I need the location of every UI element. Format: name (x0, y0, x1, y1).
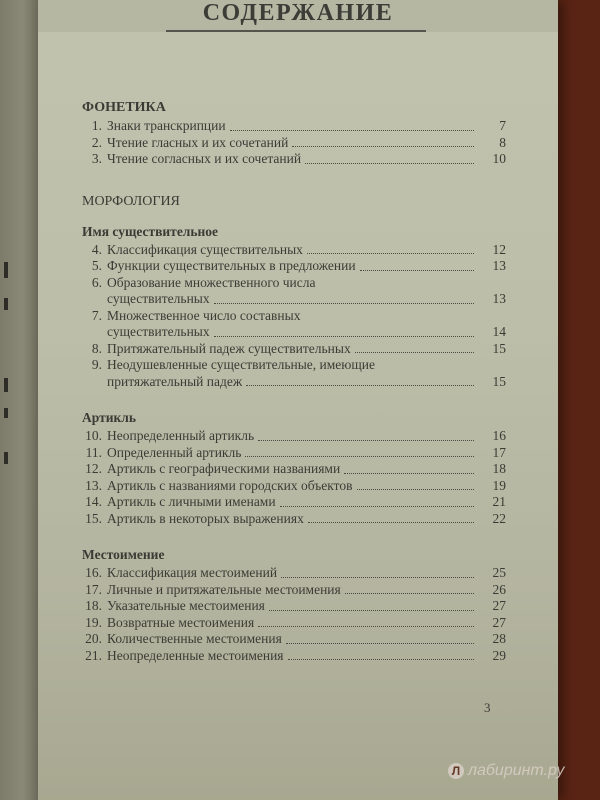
watermark (448, 762, 564, 780)
dot-leader (305, 163, 474, 164)
entry-number: 20. (85, 631, 102, 646)
entry-title: Неопределенный артикль (107, 428, 255, 443)
entry-number: 18. (85, 598, 102, 613)
toc-entry (82, 565, 506, 582)
entry-page: 22 (492, 510, 506, 526)
dot-leader (288, 659, 474, 660)
dot-leader (345, 593, 474, 594)
entry-page: 27 (492, 598, 506, 613)
entry-page: 28 (492, 631, 506, 646)
entry-number: 17. (85, 581, 102, 597)
entry-title: Указательные местоимения (107, 598, 265, 613)
entry-page: 27 (492, 614, 506, 630)
toc-entry (82, 494, 506, 511)
entry-number: 2. (91, 134, 102, 150)
toc-entry-line1 (82, 308, 506, 325)
facing-page-text-fragment (4, 298, 8, 310)
entry-page: 14 (492, 324, 506, 339)
dot-leader (245, 456, 474, 457)
table-of-contents (82, 98, 506, 664)
entry-number: 7. (91, 307, 102, 323)
entry-page: 17 (492, 444, 506, 460)
entry-title: Притяжательный падеж существительных (107, 340, 351, 356)
dot-leader (258, 440, 474, 441)
toc-entry (82, 615, 506, 632)
entry-title: Чтение согласных и их сочетаний (107, 151, 302, 166)
entry-number: 3. (91, 151, 102, 166)
entry-number: 12. (85, 461, 102, 476)
entry-title: Классификация существительных (107, 241, 303, 257)
subsection-title-pronoun: Местоимение (82, 547, 165, 562)
entry-title-line2: притяжательный падеж (107, 373, 243, 389)
entry-page: 19 (492, 477, 506, 493)
entry-number: 6. (91, 274, 102, 290)
dot-leader (230, 130, 474, 131)
toc-entry (82, 428, 506, 445)
watermark-text: лабиринт.ру (468, 762, 565, 779)
entry-page: 16 (492, 428, 506, 443)
toc-entry (82, 135, 506, 152)
dot-leader (281, 577, 474, 578)
entry-title: Классификация местоимений (107, 565, 278, 580)
entry-title: Определенный артикль (107, 444, 242, 460)
subsection-title-noun: Имя существительное (82, 223, 219, 239)
dot-leader (246, 385, 474, 386)
dot-leader (269, 610, 474, 611)
entry-title: Чтение гласных и их сочетаний (107, 134, 289, 150)
entry-page: 26 (492, 581, 506, 597)
page-number: 3 (484, 700, 491, 715)
entry-title: Артикль с названиями городских объектов (107, 477, 353, 493)
subsection-title-article: Артикль (82, 410, 136, 425)
entry-title: Функции существительных в предложении (107, 258, 356, 273)
dot-leader (280, 506, 474, 507)
entry-number: 15. (85, 510, 102, 526)
entry-title-line1: Образование множественного числа (107, 274, 316, 290)
entry-number: 11. (85, 444, 102, 460)
entry-page: 12 (492, 241, 506, 257)
entry-title: Артикль в некоторых выражениях (107, 510, 304, 526)
entry-title: Знаки транскрипции (107, 118, 226, 133)
entry-page: 7 (499, 118, 506, 133)
toc-entry (82, 511, 506, 528)
entry-page: 21 (492, 494, 506, 509)
entry-title-line2: существительных (107, 324, 210, 339)
facing-page-text-fragment (4, 378, 8, 392)
entry-page: 13 (492, 258, 506, 273)
dot-leader (344, 473, 474, 474)
dot-leader (307, 253, 474, 254)
entry-page: 29 (492, 647, 506, 663)
dot-leader (292, 146, 474, 147)
entry-title-line1: Неодушевленные существительные, имеющие (107, 357, 375, 372)
toc-entry-line2 (82, 374, 506, 391)
toc-entry (82, 118, 506, 135)
entry-title: Неопределенные местоимения (107, 647, 284, 663)
dot-leader (357, 489, 475, 490)
page-title: СОДЕРЖАНИЕ (202, 0, 394, 26)
entry-number: 21. (85, 647, 102, 663)
book-page (38, 0, 558, 800)
entry-number: 4. (91, 241, 102, 257)
title-underline (166, 30, 426, 32)
entry-page: 15 (492, 340, 506, 356)
facing-page-edge (0, 0, 38, 800)
entry-number: 9. (91, 357, 102, 372)
facing-page-text-fragment (4, 262, 8, 278)
facing-page-text-fragment (4, 408, 8, 418)
toc-entry-line2 (82, 291, 506, 308)
dot-leader (214, 303, 474, 304)
toc-entry (82, 445, 506, 462)
entry-page: 13 (492, 291, 506, 306)
toc-entry (82, 478, 506, 495)
dot-leader (286, 643, 474, 644)
toc-entry (82, 151, 506, 168)
dot-leader (355, 352, 474, 353)
dot-leader (360, 270, 474, 271)
entry-number: 16. (85, 565, 102, 580)
entry-title: Количественные местоимения (107, 631, 282, 646)
toc-entry-line1 (82, 275, 506, 292)
toc-entry (82, 461, 506, 478)
toc-entry (82, 582, 506, 599)
entry-number: 19. (85, 614, 102, 630)
dot-leader (308, 522, 474, 523)
entry-title: Артикль с личными именами (107, 494, 276, 509)
toc-entry-line1 (82, 357, 506, 374)
entry-title-line1: Множественное число составных (107, 307, 301, 323)
entry-number: 13. (85, 477, 102, 493)
toc-entry (82, 242, 506, 259)
entry-number: 5. (91, 258, 102, 273)
toc-entry (82, 341, 506, 358)
dot-leader (214, 336, 474, 337)
toc-entry (82, 648, 506, 665)
toc-entry-line2 (82, 324, 506, 341)
section-title-morphology: МОРФОЛОГИЯ (82, 193, 180, 209)
entry-title: Личные и притяжательные местоимения (107, 581, 341, 597)
entry-number: 14. (85, 494, 102, 509)
toc-entry (82, 631, 506, 648)
entry-number: 1. (91, 118, 102, 133)
entry-page: 15 (492, 373, 506, 389)
toc-entry (82, 598, 506, 615)
labirint-logo-icon: Л (448, 763, 464, 779)
entry-title: Возвратные местоимения (107, 614, 255, 630)
facing-page-text-fragment (4, 452, 8, 464)
entry-page: 8 (499, 134, 506, 150)
toc-entry (82, 258, 506, 275)
entry-page: 10 (492, 151, 506, 166)
entry-title-line2: существительных (107, 291, 210, 306)
dot-leader (258, 626, 474, 627)
entry-title: Артикль с географическими названиями (107, 461, 341, 476)
entry-number: 10. (85, 428, 102, 443)
entry-page: 18 (492, 461, 506, 476)
entry-number: 8. (91, 340, 102, 356)
entry-page: 25 (492, 565, 506, 580)
section-title-phonetics: ФОНЕТИКА (82, 100, 166, 115)
